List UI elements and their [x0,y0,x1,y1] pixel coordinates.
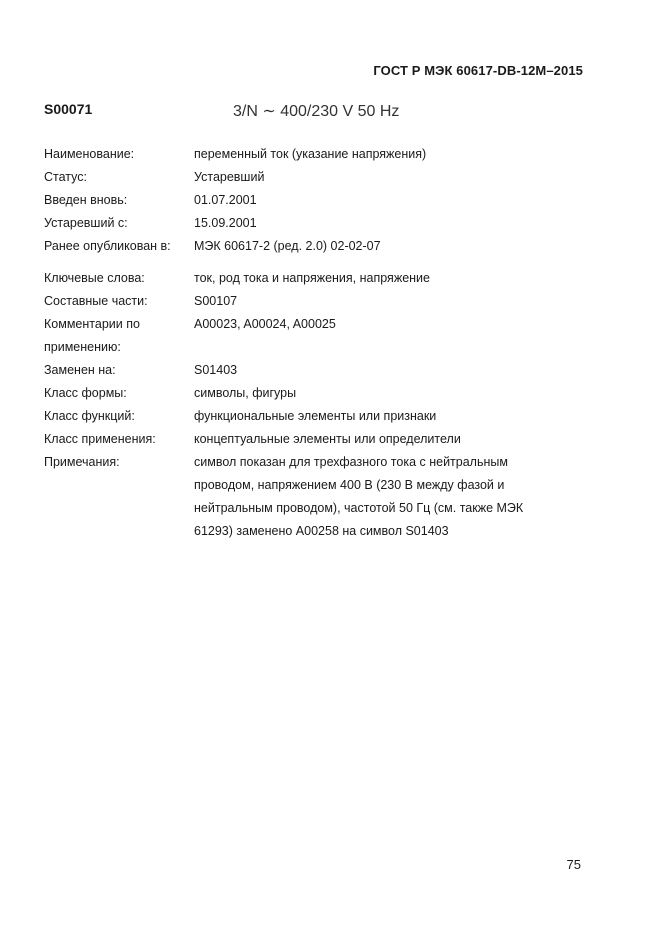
field-label: Введен вновь: [44,193,128,207]
field-value: A00023, A00024, A00025 [194,317,336,331]
field-value: переменный ток (указание напряжения) [194,147,427,161]
field-value: функциональные элементы или признаки [194,409,437,423]
field-value: Устаревший [194,170,265,184]
field-label: Примечания: [44,455,120,469]
field-row [44,428,584,451]
field-value: символ показан для трехфазного тока с нейтральным [194,455,508,469]
field-row [44,382,584,405]
field-row [44,405,584,428]
field-value: концептуальные элементы или определители [194,432,461,446]
field-row [44,313,584,336]
page-number: 75 [566,857,581,872]
field-label: Комментарии по [44,317,140,331]
field-row [44,166,584,189]
field-row [44,189,584,212]
field-row [44,497,584,520]
field-row [44,359,584,382]
field-label: применению: [44,340,121,354]
field-row [44,212,584,235]
field-value: МЭК 60617-2 (ред. 2.0) 02-02-07 [194,239,381,253]
field-row [44,520,584,543]
field-row [44,290,584,313]
group-spacer [44,258,584,267]
field-value: символы, фигуры [194,386,297,400]
field-row [44,143,584,166]
field-label: Составные части: [44,294,148,308]
standard-header: ГОСТ Р МЭК 60617-DB-12M–2015 [373,63,583,78]
field-label: Класс применения: [44,432,156,446]
field-label [44,474,194,497]
field-label: Класс функций: [44,409,135,423]
field-label: Устаревший с: [44,216,128,230]
attribute-table [44,143,584,543]
field-row [44,474,584,497]
field-label: Ранее опубликован в: [44,239,171,253]
field-value: S00107 [194,294,238,308]
field-label [44,497,194,520]
field-row [44,267,584,290]
field-value: 01.07.2001 [194,193,257,207]
field-label: Статус: [44,170,87,184]
field-row [44,336,584,359]
field-value: 61293) заменено A00258 на символ S01403 [194,524,449,538]
field-value: проводом, напряжением 400 В (230 В между фазой и [194,478,505,492]
field-row [44,451,584,474]
field-label: Наименование: [44,147,135,161]
symbol-id: S00071 [44,101,93,117]
field-label: Заменен на: [44,363,116,377]
field-value: 15.09.2001 [194,216,257,230]
field-label: Ключевые слова: [44,271,145,285]
symbol-graphic: 3/N ∼ 400/230 V 50 Hz [233,103,400,120]
field-row [44,235,584,258]
field-label [44,520,194,543]
field-value [194,336,584,359]
field-value: нейтральным проводом), частотой 50 Гц (см. также МЭК [194,501,524,515]
field-value: ток, род тока и напряжения, напряжение [194,271,430,285]
field-value: S01403 [194,363,238,377]
field-label: Класс формы: [44,386,127,400]
